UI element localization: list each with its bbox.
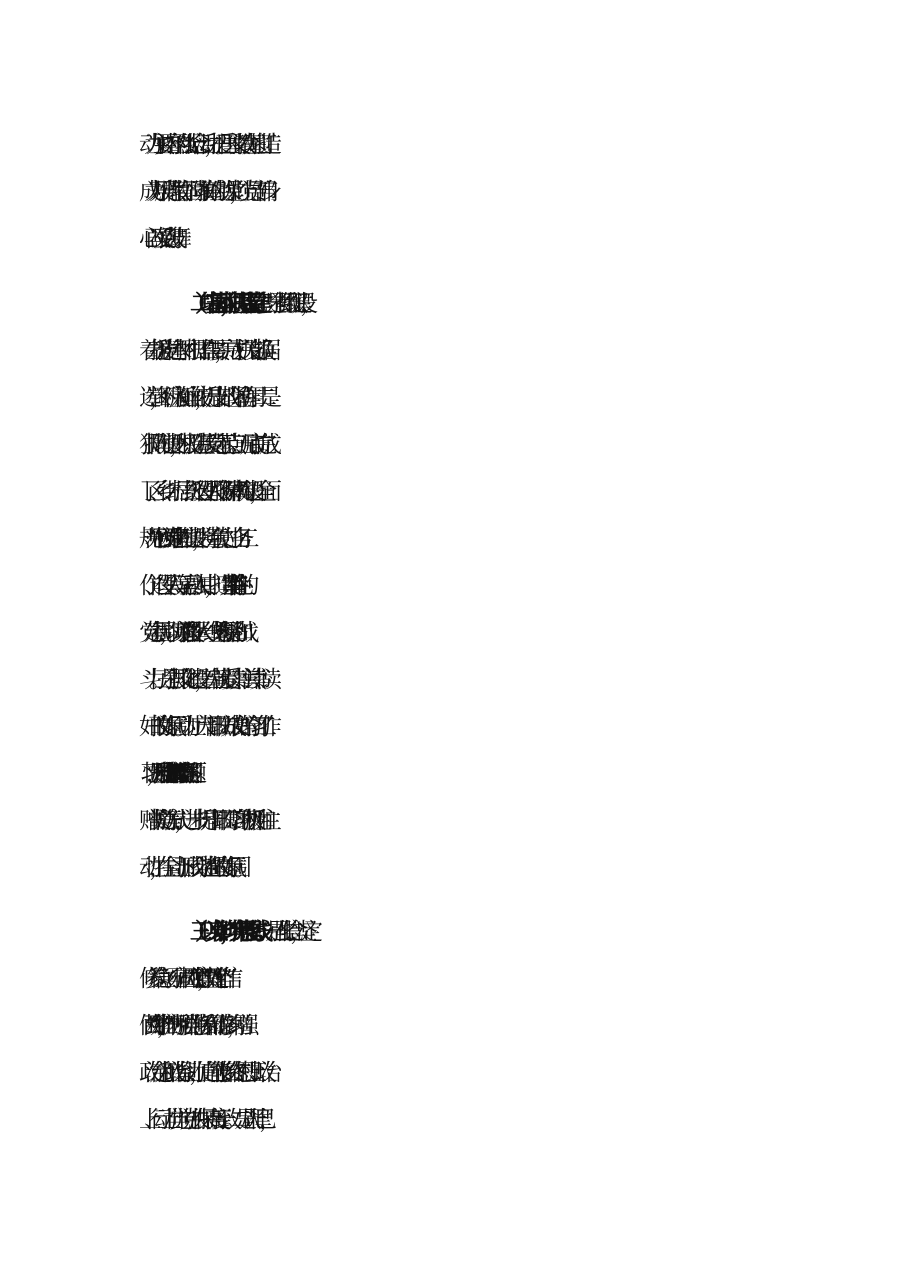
paragraph-2-line: 动性，在全局上下形成比学赶超的良好氛围。 [139, 855, 239, 881]
section-heading-2: （二）培基固本，狠抓基层党建。 [185, 291, 260, 317]
paragraph-2-first-line [185, 284, 845, 324]
paragraph-2-line: 着力提升党建水平。根据工作需要，完成了机关支部换届 [139, 338, 264, 364]
paragraph-2-line: 好书的良好氛围。为让广大干部职工养成良好的学习工作 [139, 714, 264, 740]
section-heading-3: （三）以身作则，筑牢思想防线。 [185, 919, 260, 945]
paragraph-2-line: 作、退役军人等元素融入其中，打造具有“军”字特色的 [139, 573, 242, 599]
paragraph-2-line: 习惯，局党支部依托学习强国 APP 开展积分评比、竞赛答题、 [139, 761, 192, 787]
paragraph-1-line: 成为开展党性教育、国防教育的生动课堂，让党员干部身 [139, 179, 264, 205]
paragraph-3-line: 政治定力和政治鉴别力，使自己能够始终在思想上、政治 [139, 1060, 264, 1086]
paragraph-3-line: 做到“两个维护”，不断加强党性修养和品德修养，增强 [139, 1013, 242, 1039]
paragraph-2-line: 斗力。三是狠抓文化建设，着力营造爱读书、善读书、读 [139, 667, 264, 693]
paragraph-1-line: 动为主要内容的烈士纪念活动，把爱国主义教育基地打造 [139, 132, 264, 158]
paragraph-2-line: 规范“一中心两站”党建阵地建设，将党章党史、业务工 [139, 526, 242, 552]
paragraph-2-line: 党建氛围，切实增强“退役军人一线堡垒”的凝聚力和战 [139, 620, 242, 646]
paragraph-2-line: 了区、乡街、村居三级退役军人服务保障机构建设，全面 [139, 479, 264, 505]
paragraph-1-line: 心再次受到鼓舞。 [139, 226, 179, 252]
paragraph-2-line: 赠书奖励等方式，进一步提升干部职工学习的积极性和主 [139, 808, 264, 834]
paragraph-2-first-line-text: 一是狠抓组织建设， [260, 291, 305, 317]
paragraph-3-line: 上、行动上自觉与党中央保持高度一致。二是从严律己， [139, 1107, 264, 1133]
paragraph-3-first-line-text: 一是强化信念，坚定 [260, 919, 305, 945]
paragraph-3-first-line [185, 912, 845, 952]
paragraph-3-line: 修养稳立场。牢固树立“四个意识”，坚定“四个自信” [139, 966, 220, 992]
paragraph-2-line: 狠抓阵地建设，积极打造基层党建示范点。五月底前完成 [139, 432, 264, 458]
paragraph-2-line: 选举，不断注入新鲜血液，提升支部战斗堡垒作用。二是 [139, 385, 264, 411]
